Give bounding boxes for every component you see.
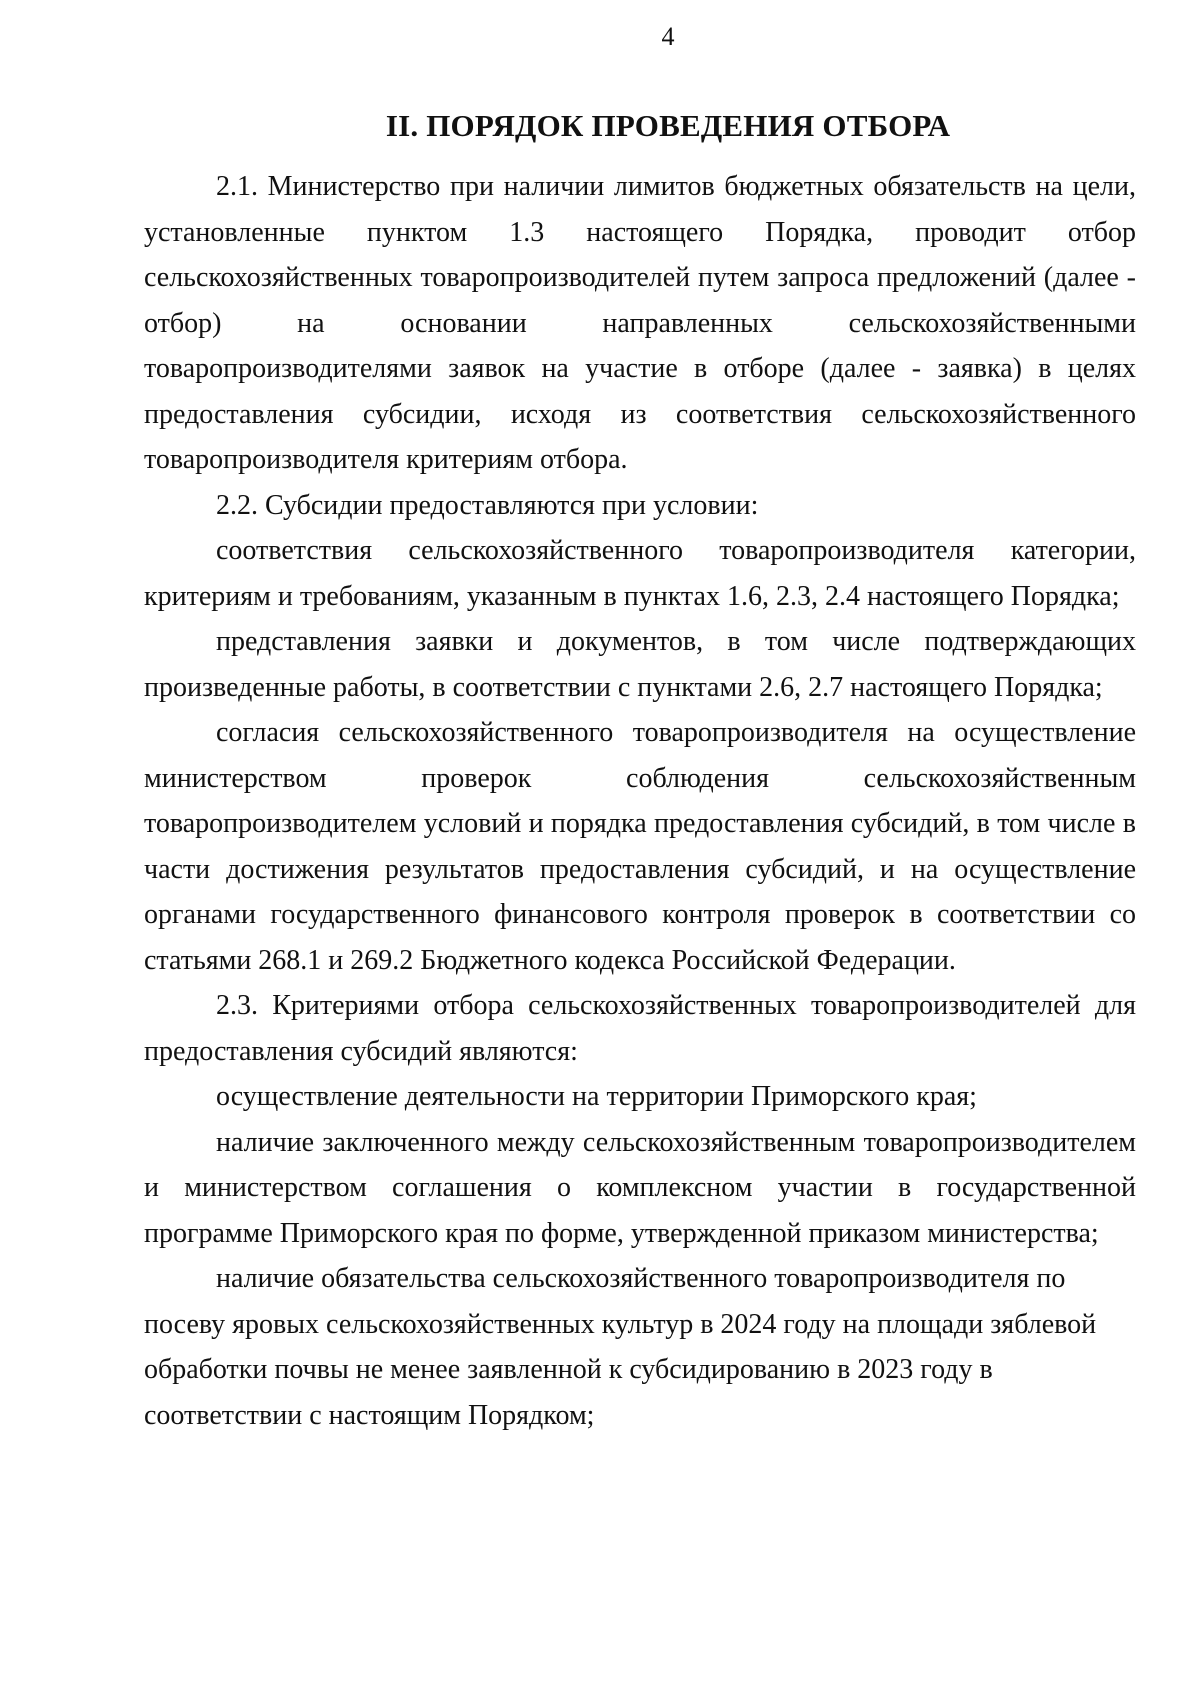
page-number: 4 bbox=[661, 22, 675, 51]
condition-consent: согласия сельскохозяйственного товаропроизводителя на осуществление министерством проверок соблюдения сельскохозяйственным товаропроизводителем условий и порядка предоставления субсидий, в том числе в части достижения результатов предоставления субсидий, и на осуществление органами государственного финансового контроля проверок в соответствии со статьями 268.1 и 269.2 Бюджетного кодекса Российской Федерации. bbox=[144, 717, 1136, 976]
document-body bbox=[144, 164, 1136, 1438]
paragraph-2-3: 2.3. Критериями отбора сельскохозяйственных товаропроизводителей для предоставления субсидий являются: bbox=[144, 990, 1136, 1067]
condition-category: соответствия сельскохозяйственного товаропроизводителя категории, критериям и требованиям, указанным в пунктах 1.6, 2.3, 2.4 настоящего Порядка; bbox=[144, 535, 1136, 612]
criterion-sowing-obligation: наличие обязательства сельскохозяйственного товаропроизводителя по посеву яровых сельскохозяйственных культур в 2024 году на площади зяблевой обработки почвы не менее заявленной к субсидированию в 2023 году в соответствии с настоящим Порядком; bbox=[144, 1263, 1097, 1431]
criterion-agreement: наличие заключенного между сельскохозяйственным товаропроизводителем и министерством соглашения о комплексном участии в государственной программе Приморского края по форме, утвержденной приказом министерства; bbox=[144, 1126, 1136, 1249]
condition-application: представления заявки и документов, в том числе подтверждающих произведенные работы, в соответствии с пунктами 2.6, 2.7 настоящего Порядка; bbox=[144, 626, 1136, 703]
paragraph-2-2: 2.2. Субсидии предоставляются при условии: bbox=[216, 489, 759, 521]
criterion-territory: осуществление деятельности на территории Приморского края; bbox=[216, 1081, 977, 1112]
section-title: II. ПОРЯДОК ПРОВЕДЕНИЯ ОТБОРА bbox=[385, 108, 951, 143]
paragraph-2-1: 2.1. Министерство при наличии лимитов бюджетных обязательств на цели, установленные пунктом 1.3 настоящего Порядка, проводит отбор сельскохозяйственных товаропроизводителей путем запроса предложений (далее - отбор) на основании направленных сельскохозяйственными товаропроизводителями заявок на участие в отборе (далее - заявка) в целях предоставления субсидии, исходя из соответствия сельскохозяйственного товаропроизводителя критериям отбора. bbox=[144, 171, 1136, 475]
